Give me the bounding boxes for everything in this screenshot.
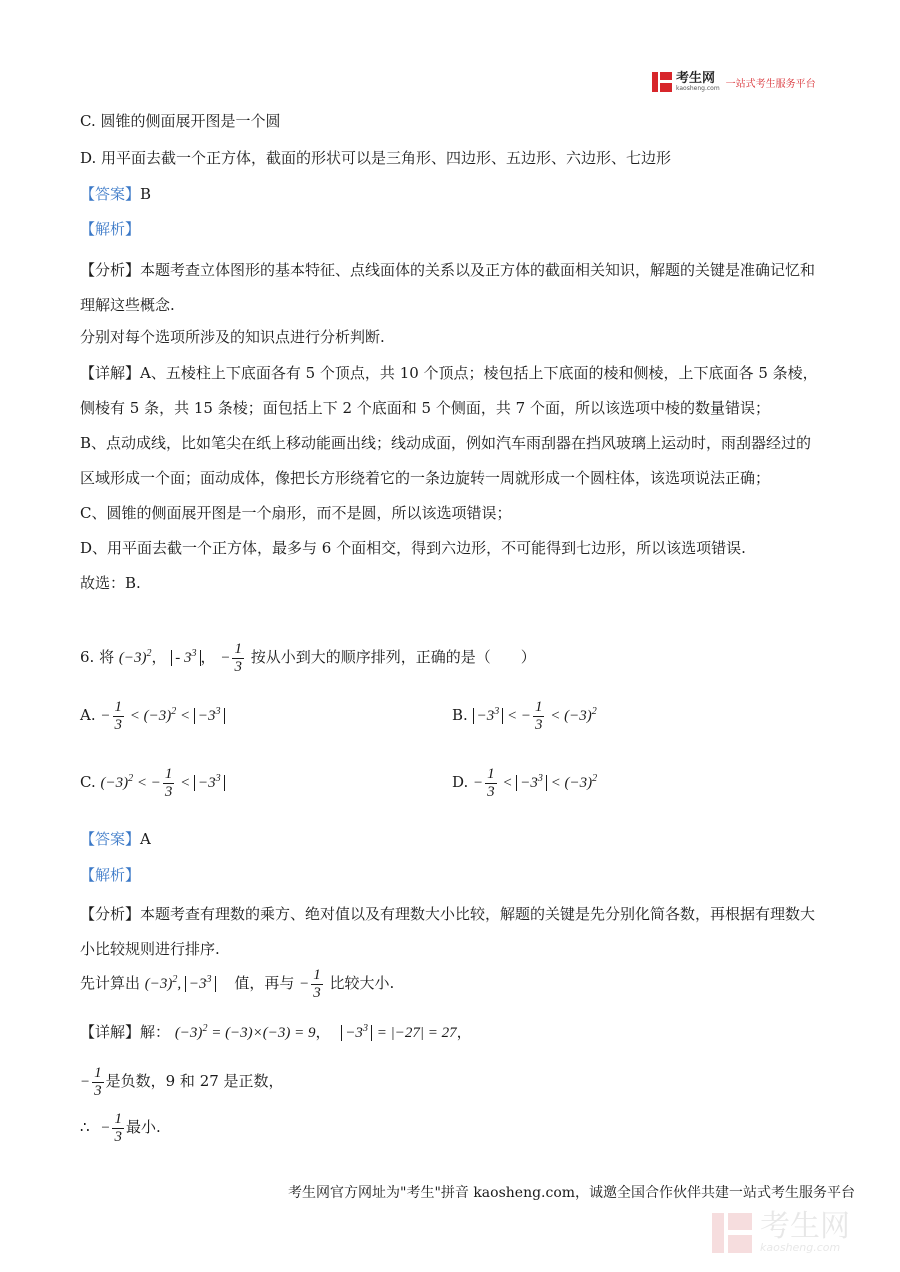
option-b-label: B. [452,705,468,724]
xiangjie-b: B、点动成线，比如笔尖在纸上移动能画出线；线动成面，例如汽车雨刮器在挡风玻璃上运动时，雨刮器经过的区域形成一个面；面动成体，像把长方形绕着它的一条边旋转一周就形成一个圆柱体，该选项说法正确； [80,434,812,487]
q6-answer: A [140,830,151,848]
fenxi-text: 本题考查有理数的乘方、绝对值以及有理数大小比较，解题的关键是先分别化简各数，再根据有理数大小比较规则进行排序. [80,905,816,958]
option-a-label: A. [80,705,96,724]
stem-sep: ， [200,647,216,666]
smallest-text: 最小. [125,1117,161,1136]
xiangjie-c: C、圆锥的侧面展开图是一个扇形，而不是圆，所以该选项错误； [80,504,512,522]
q5-answer-line [80,183,151,204]
q5-method: 分别对每个选项所涉及的知识点进行分析判断. [80,328,385,346]
answer-tag: 【答案】 [80,185,141,203]
option-d-label: D. [452,772,469,791]
q6-option-a: A. − $\frac{1}{3}$ < $(-3)^2 < -3^3$ [80,700,225,733]
q6-answer-line [80,828,151,849]
q5-option-c: C. 圆锥的侧面展开图是一个圆 [80,112,281,130]
q6-analysis-tag: 【解析】 [80,866,141,884]
q6-option-d: D. − $\frac{1}{3}$ < $-3^3 < (-3)^2$ [452,766,598,800]
calc-1: (−3)×(−3) = 9 [225,1025,316,1041]
xiangjie-tag: 【详解】 [80,364,141,382]
logo-slogan: 一站式考生服务平台 [725,78,816,90]
q6-xiangjie: 【详解】解： $(-3)^2 = (-3)\times(-3) = 9$， $-3^3 = |-27| = 27$， [80,1023,472,1041]
q5-option-d: D. 用平面去截一个正方体，截面的形状可以是三角形、四边形、五边形、六边形、七边形 [80,149,672,167]
q6-option-b: B. $-3^3$ < − $\frac{1}{3}$ < $(-3)^2$ [452,699,597,733]
q6-number: 6. 将 [80,647,115,666]
header-logo [652,72,816,92]
logo-mark-icon [652,72,672,92]
xiangjie-a [80,356,820,426]
xiangjie-tag: 【详解】 [80,1023,141,1041]
xiangjie-d: D、用平面去截一个正方体，最多与 6 个面相交，得到六边形，不可能得到七边形，所以该选项错误. [80,539,746,557]
expr-neg-one-third: − $\frac{1}{3}$ [220,641,242,675]
stem-sep: ， [151,647,167,666]
answer-tag: 【答案】 [80,830,141,848]
q6-therefore: ∴ − $\frac{1}{3}$ 最小. [80,1111,161,1145]
q6-option-c: C. $(-3)^2$ < − $\frac{1}{3}$ < $-3^3$ [80,767,225,800]
negative-text: 是负数，9 和 27 是正数， [105,1071,284,1090]
logo-name: 考生网 [676,71,716,86]
option-c-label: C. [80,772,96,791]
watermark-domain: kaosheng.com [760,1241,841,1254]
therefore-sign: ∴ [80,1117,90,1136]
xiangjie-pre: 解： [140,1023,171,1041]
expr-abs-3-cubed: - $3^3$ [171,650,200,666]
logo-domain: kaosheng.com [676,85,720,92]
q6-negative-line: − $\frac{1}{3}$ 是负数，9 和 27 是正数， [80,1065,284,1099]
method-post: 比较大小. [329,973,395,992]
q5-answer: B [140,185,152,203]
method-mid: 值，再与 [234,973,295,992]
q6-fenxi [80,897,820,967]
expr-neg3-squared: $(-3)^2$ [118,647,152,666]
q6-stem-rest: 按从小到大的顺序排列，正确的是（ ） [250,647,536,666]
q5-xiangjie [80,356,820,601]
q5-conclusion: 故选：B. [80,574,141,592]
method-pre: 先计算出 [80,973,141,992]
fenxi-tag: 【分析】 [80,905,141,923]
footer-text: 考生网官方网址为"考生"拼音 kaosheng.com，诚邀全国合作伙伴共建一站式考生服务平台 [288,1185,856,1201]
q6-method: 先计算出 $(-3)^2$, $-3^3$ 值，再与 − $\frac{1}{3}$ 比较大小. [80,967,395,1001]
fenxi-text: 本题考查立体图形的基本特征、点线面体的关系以及正方体的截面相关知识，解题的关键是准确记忆和理解这些概念. [80,261,816,314]
fenxi-tag: 【分析】 [80,261,141,279]
q6-stem [80,642,536,675]
xiangjie-a-text: A、五棱柱上下底面各有 5 个顶点，共 10 个顶点；棱包括上下底面的棱和侧棱，上下底面各 5 条棱，侧棱有 5 条，共 15 条棱；面包括上下 2 个底面和 5 个侧面，共 7 个面，所以该选项中棱的数量错误； [80,364,818,417]
watermark-logo-icon [712,1213,752,1253]
calc-2: = |−27| = 27 [376,1025,457,1041]
watermark [712,1209,850,1254]
watermark-name: 考生网 [760,1209,850,1244]
q5-analysis-tag: 【解析】 [80,220,141,238]
q5-fenxi [80,253,820,323]
